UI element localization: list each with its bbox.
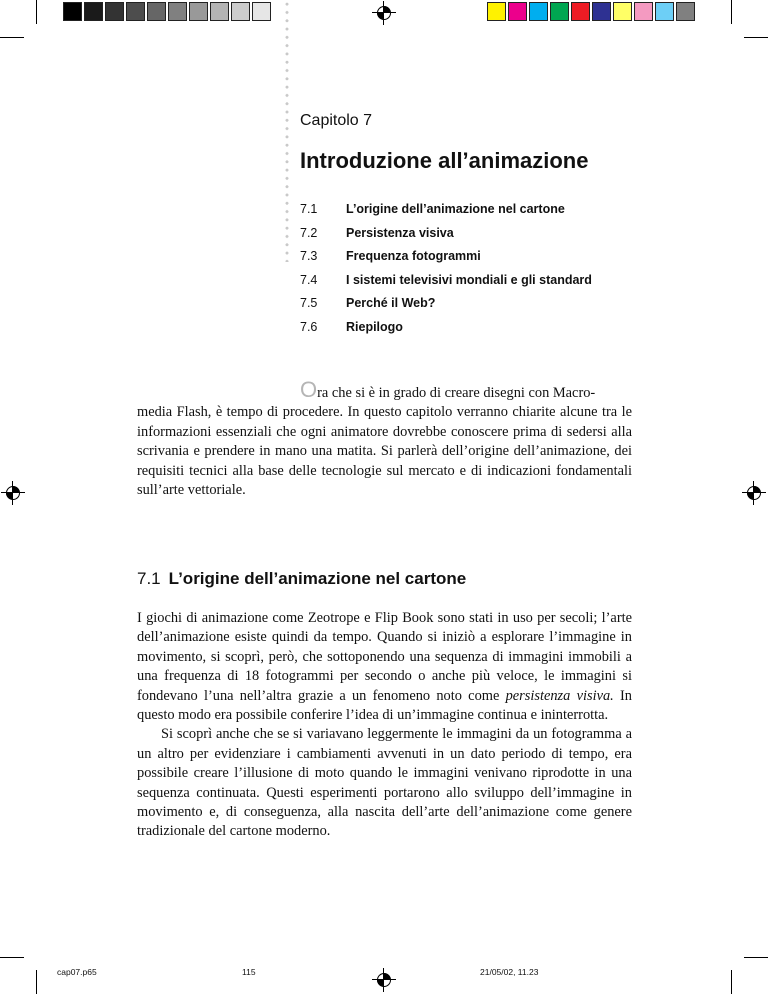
crop-mark-bottom-left-h [0, 957, 24, 958]
color-swatch [592, 2, 611, 21]
section-paragraph-1: I giochi di animazione come Zeotrope e Flip Book sono stati in uso per secoli; l’arte dell’animazione esiste quindi da tempo. Quando si iniziò a esplorare l’immagine in movimento, si scoprì, però, che sottoponendo una sequenza di immagini immobili a una frequenza di 18 fotogrammi per secondo o anche più veloce, le immagini si fondevano l’una nell’altra grazie a un fenomeno noto come persistenza visiva. In questo modo era possibile conferire l’idea di un’immagine continua e ininterrotta. [137, 610, 632, 724]
crop-mark-top-right-h [744, 37, 768, 38]
crop-mark-bottom-right-h [744, 957, 768, 958]
color-swatch [168, 2, 187, 21]
process-color-bar [487, 2, 695, 21]
toc-title: L’origine dell’animazione nel cartone [346, 202, 565, 216]
color-swatch [252, 2, 271, 21]
toc-title: Riepilogo [346, 319, 403, 334]
color-swatch [147, 2, 166, 21]
color-swatch [189, 2, 208, 21]
footer-timestamp: 21/05/02, 11.23 [480, 967, 539, 977]
section-heading [137, 569, 466, 589]
crop-mark-top-left-v [36, 0, 37, 24]
footer-page-number: 115 [242, 967, 256, 977]
toc-title: Frequenza fotogrammi [346, 249, 481, 263]
chapter-title: Introduzione all’animazione [300, 148, 589, 173]
grayscale-color-bar [63, 2, 271, 21]
toc-title: Perché il Web? [346, 296, 436, 310]
color-swatch [508, 2, 527, 21]
crop-mark-bottom-right-v [731, 970, 732, 994]
intro-first-line: ra che si è in grado di creare disegni con Macro- [317, 385, 596, 401]
color-swatch [655, 2, 674, 21]
section-paragraph-2: Si scoprì anche che se si variavano leggermente le immagini da un fotogramma a un altro per evidenziare i cambiamenti avvenuti in un dato periodo di tempo, era possibile creare l’illusione di moto quando le immagini venivano riprodotte in una sequenza continuata. Questi esperimenti portarono allo sviluppo dell’immagine in movimento e, di conseguenza, alla nascita dell’arte dell’animazione come genere tradizionale del cartone moderno. [137, 726, 632, 840]
registration-mark-left [1, 481, 25, 505]
toc-number: 7.2 [300, 225, 318, 240]
section-body [137, 609, 632, 842]
intro-paragraph [137, 377, 632, 500]
registration-mark-right [742, 481, 766, 505]
color-swatch [634, 2, 653, 21]
toc-number: 7.4 [300, 272, 318, 287]
color-swatch [126, 2, 145, 21]
chapter-label: Capitolo 7 [300, 112, 373, 129]
color-swatch [63, 2, 82, 21]
toc-title: I sistemi televisivi mondiali e gli standard [346, 272, 592, 287]
toc-number: 7.3 [300, 249, 318, 263]
registration-mark-bottom [372, 968, 396, 992]
color-swatch [84, 2, 103, 21]
color-swatch [487, 2, 506, 21]
color-swatch [231, 2, 250, 21]
intro-text: media Flash, è tempo di procedere. In questo capitolo verranno chiarite alcune tra le informazioni essenziali che ogni animatore dovrebbe conoscere prima di sedersi alla scrivania e prendere in mano una matita. Si parlerà dell’origine dell’animazione, dei requisiti tecnici alla base delle tecnologie sul mercato e di indicazioni fondamentali sull’arte vettoriale. [137, 404, 632, 499]
color-swatch [550, 2, 569, 21]
color-swatch [529, 2, 548, 21]
crop-mark-top-right-v [731, 0, 732, 24]
drop-letter: O [300, 377, 318, 402]
section-number: 7.1 [137, 569, 161, 588]
toc-number: 7.6 [300, 319, 318, 334]
registration-mark-top [372, 1, 396, 25]
color-swatch [571, 2, 590, 21]
color-swatch [676, 2, 695, 21]
toc-title: Persistenza visiva [346, 225, 454, 240]
emphasis-term: persistenza visiva. [505, 687, 614, 704]
crop-mark-bottom-left-v [36, 970, 37, 994]
footer-filename: cap07.p65 [57, 967, 97, 977]
section-title: L’origine dell’animazione nel cartone [168, 569, 467, 588]
toc-number: 7.1 [300, 202, 318, 216]
crop-mark-top-left-h [0, 37, 24, 38]
toc-number: 7.5 [300, 296, 318, 310]
dotted-margin-rule [285, 0, 289, 262]
color-swatch [613, 2, 632, 21]
color-swatch [210, 2, 229, 21]
color-swatch [105, 2, 124, 21]
